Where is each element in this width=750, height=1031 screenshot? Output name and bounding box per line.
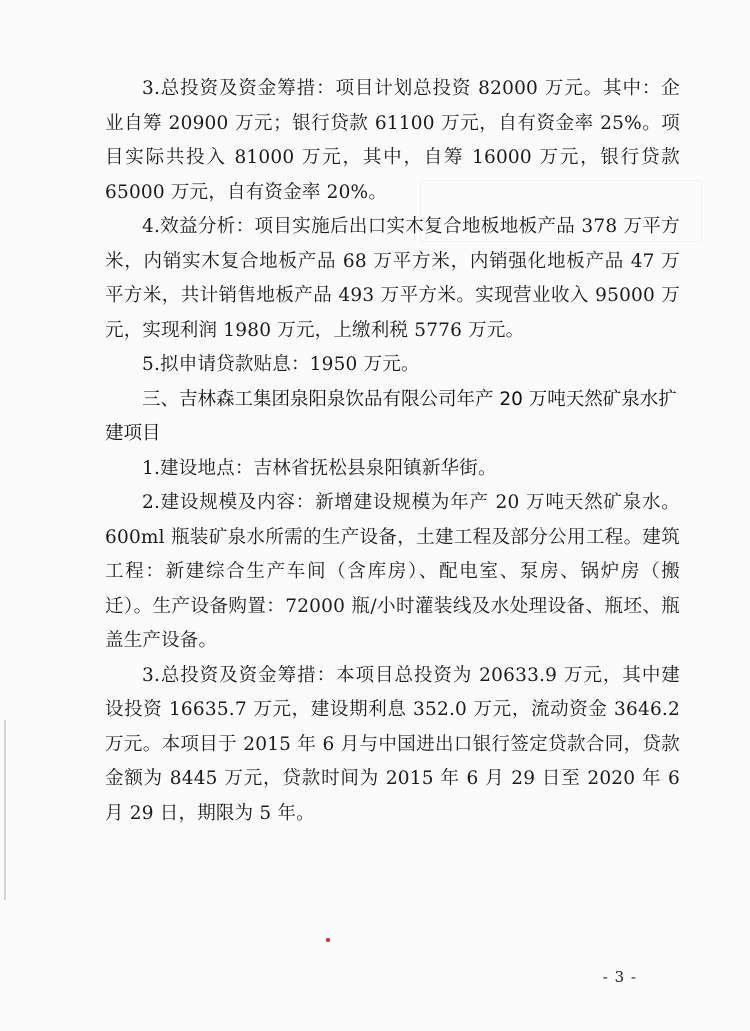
paragraph-total-investment: 3.总投资及资金筹措：本项目总投资为 20633.9 万元，其中建设投资 16635.7 万元，建设期利息 352.0 万元，流动资金 3646.2 万元。本项目于 2015 年 6 月与中国进出口银行签定贷款合同，贷款金额为 8445 万元，贷款时间为 2015 年 6 月 29 日至 2020 年 6 月 29 日，期限为 5 年。 xyxy=(105,664,680,824)
section-heading: 三、吉林森工集团泉阳泉饮品有限公司年产 20 万吨天然矿泉水扩建项目 xyxy=(105,388,677,444)
paragraph-loan-subsidy: 5.拟申请贷款贴息：1950 万元。 xyxy=(142,354,420,375)
paragraph-benefit-analysis: 4.效益分析：项目实施后出口实木复合地板地板产品 378 万平方米，内销实木复合地板产品 68 万平方米，内销强化地板产品 47 万平方米，共计销售地板产品 493 万平方米。实现营业收入 95000 万元，实现利润 1980 万元，上缴利税 5776 万元。 xyxy=(105,216,680,341)
paragraph-construction-site: 1.建设地点：吉林省抚松县泉阳镇新华街。 xyxy=(142,457,497,479)
paragraph-investment: 3.总投资及资金筹措：项目计划总投资 82000 万元。其中：企业自筹 20900 万元；银行贷款 61100 万元，自有资金率 25%。项目实际共投入 81000 万元，其中，自筹 16000 万元，银行贷款 65000 万元，自有资金率 20%。 xyxy=(105,78,680,203)
paragraph-construction-scale: 2.建设规模及内容：新增建设规模为年产 20 万吨天然矿泉水。600ml 瓶装矿泉水所需的生产设备，土建工程及部分公用工程。建筑工程：新建综合生产车间（含库房）、配电室、泵房、锅炉房（搬迁）。生产设备购置：72000 瓶/小时灌装线及水处理设备、瓶坯、瓶盖生产设备。 xyxy=(105,492,680,651)
binding-mark xyxy=(4,720,14,900)
page-number: - 3 - xyxy=(602,968,637,986)
red-ink-dot xyxy=(326,938,330,942)
document-body xyxy=(105,72,680,831)
